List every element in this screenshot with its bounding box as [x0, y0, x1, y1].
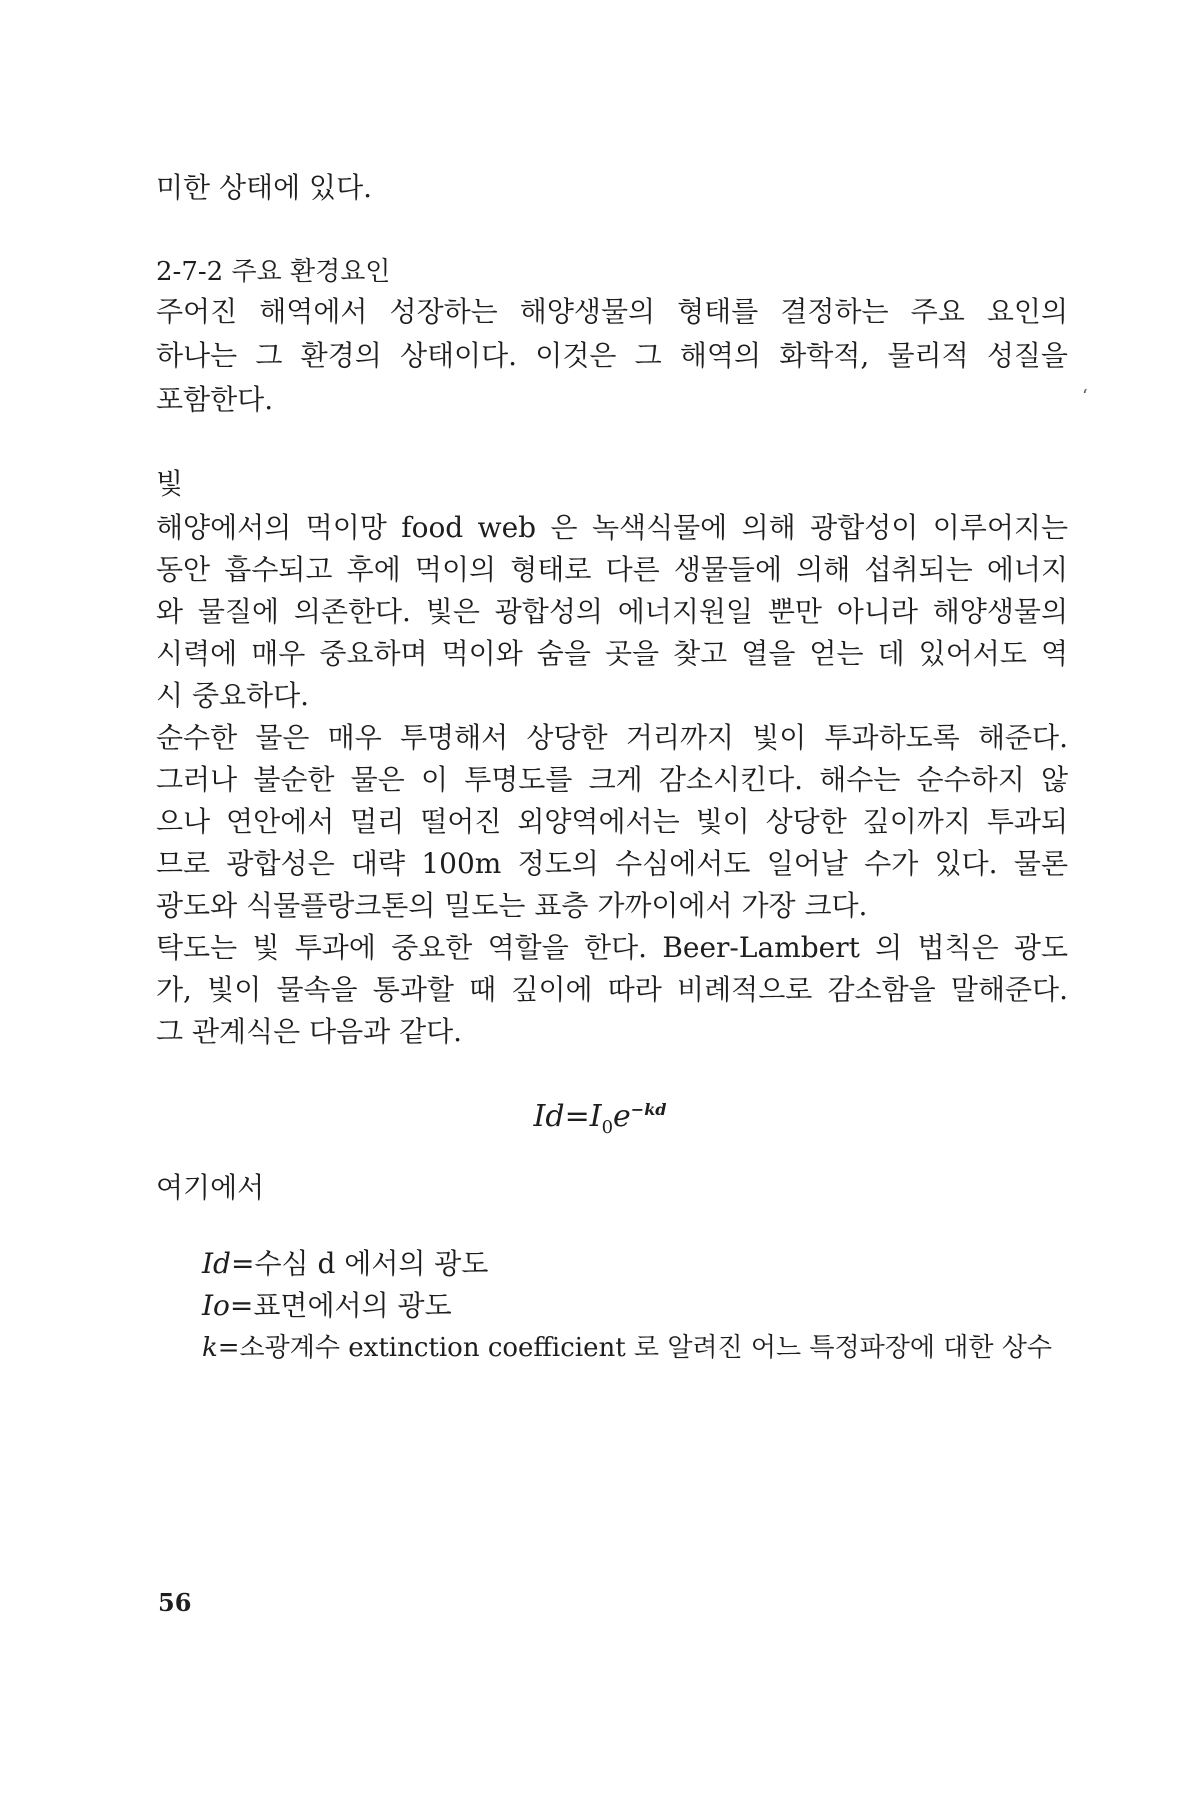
- stray-mark: ‘: [1082, 386, 1088, 407]
- paragraph-3-line-1: 순수한 물은 매우 투명해서 상당한 거리까지 빛이 투과하도록 해준다.: [156, 721, 1068, 754]
- paragraph-4-line-2: 가, 빛이 물속을 통과할 때 깊이에 따라 비례적으로 감소함을 말해준다.: [156, 973, 1068, 1006]
- definition-symbol: Id: [202, 1247, 231, 1280]
- formula-equals: =: [564, 1099, 590, 1134]
- text-line-top: 미한 상태에 있다.: [156, 171, 373, 204]
- paragraph-2-line-5: 시 중요하다.: [156, 679, 310, 712]
- definition-symbol: Io: [202, 1289, 230, 1322]
- paragraph-1-line-3: 포함한다.: [156, 383, 274, 416]
- paragraph-2-line-4: 시력에 매우 중요하며 먹이와 숨을 곳을 찾고 열을 얻는 데 있어서도 역: [156, 637, 1068, 670]
- definition-io: [202, 1286, 1082, 1326]
- definition-text: =수심 d 에서의 광도: [230, 1247, 489, 1280]
- paragraph-4-line-1: 탁도는 빛 투과에 중요한 역할을 한다. Beer-Lambert 의 법칙은 광도: [156, 931, 1068, 964]
- definition-symbol: k: [202, 1333, 218, 1363]
- where-label: 여기에서: [156, 1171, 265, 1204]
- beer-lambert-formula: [0, 1090, 1200, 1148]
- paragraph-3-line-2: 그러나 불순한 물은 이 투명도를 크게 감소시킨다. 해수는 순수하지 않: [156, 763, 1068, 796]
- paragraph-4-line-3: 그 관계식은 다음과 같다.: [156, 1015, 463, 1048]
- paragraph-2-line-1: 해양에서의 먹이망 food web 은 녹색식물에 의해 광합성이 이루어지는: [156, 511, 1068, 544]
- paragraph-1-line-2: 하나는 그 환경의 상태이다. 이것은 그 해역의 화학적, 물리적 성질을: [156, 339, 1068, 372]
- paragraph-2-line-2: 동안 흡수되고 후에 먹이의 형태로 다른 생물들에 의해 섭취되는 에너지: [156, 553, 1068, 586]
- definition-k: [202, 1328, 1082, 1368]
- definition-text: =표면에서의 광도: [229, 1289, 452, 1322]
- page-number: 56: [158, 1588, 192, 1617]
- formula-subscript: 0: [601, 1117, 614, 1138]
- paragraph-2-line-3: 와 물질에 의존한다. 빛은 광합성의 에너지원일 뿐만 아니라 해양생물의: [156, 595, 1068, 628]
- paragraph-1-line-1: 주어진 해역에서 성장하는 해양생물의 형태를 결정하는 주요 요인의: [156, 295, 1068, 328]
- paragraph-3-line-5: 광도와 식물플랑크톤의 밀도는 표층 가까이에서 가장 크다.: [156, 889, 868, 922]
- paragraph-3-line-3: 으나 연안에서 멀리 떨어진 외양역에서는 빛이 상당한 깊이까지 투과되: [156, 805, 1068, 838]
- definition-text: =소광계수 extinction coefficient 로 알려진 어느 특정파장에 대한 상수: [217, 1333, 1053, 1363]
- definition-id: [202, 1244, 1082, 1284]
- paragraph-3-line-4: 므로 광합성은 대략 100m 정도의 수심에서도 일어날 수가 있다. 물론: [156, 847, 1068, 880]
- section-heading: 2-7-2 주요 환경요인: [156, 257, 391, 287]
- formula-e: e: [613, 1099, 631, 1134]
- formula-base: I: [589, 1099, 602, 1134]
- subheading-light: 빛: [156, 467, 184, 500]
- formula-lhs: Id: [533, 1099, 565, 1134]
- formula-exponent: −kd: [630, 1100, 667, 1119]
